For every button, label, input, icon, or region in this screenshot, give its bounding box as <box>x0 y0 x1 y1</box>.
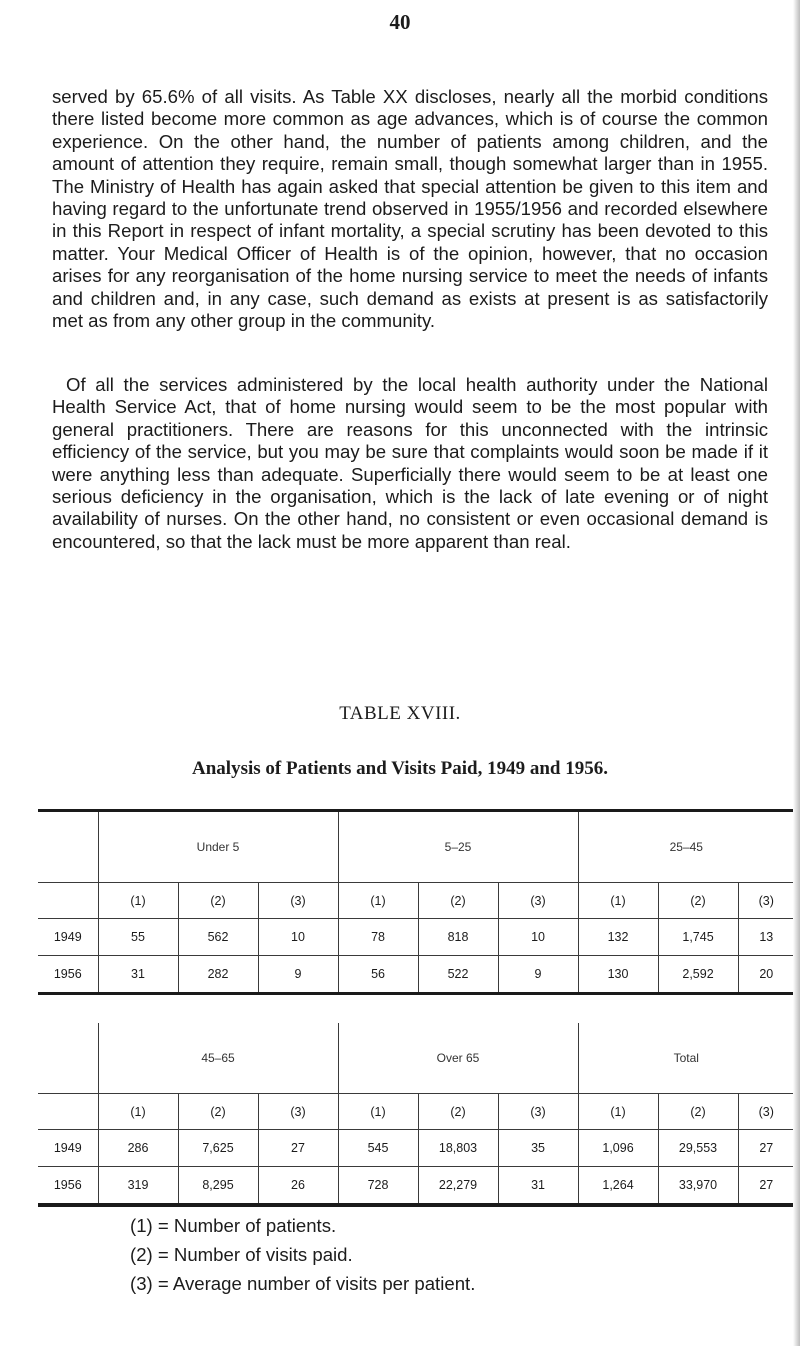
table-cell: 9 <box>258 956 338 994</box>
table-year-cell: 1949 <box>38 1130 98 1167</box>
table-cell: 31 <box>498 1167 578 1206</box>
table-cell: 10 <box>258 919 338 956</box>
table-sub-header: (1) <box>578 1094 658 1130</box>
paragraph-continuation: served by 65.6% of all visits. As Table XX discloses, nearly all the morbid conditions there listed become more common as age advances, which is of course the common experience. On the other hand, the number of patients among children, and the amount of attention they require, remain small, though somewhat larger than in 1955. The Ministry of Health has again asked that special attention be given to this item and having regard to the unfortunate trend observed in 1955/1956 and recorded elsewhere in this Report in respect of infant mortality, a special scrutiny has been devoted to this matter. Your Medical Officer of Health is of the opinion, however, that no occasion arises for any reorganisation of the home nursing service to meet the needs of infants and children and, in any case, such demand as exists at present is as satisfactorily met as from any other group in the community. <box>52 86 768 332</box>
table-sub-header: (2) <box>418 883 498 919</box>
table-row <box>38 919 794 956</box>
table-part-2 <box>38 1023 794 1207</box>
table-year-cell: 1956 <box>38 956 98 994</box>
paragraph-home-nursing: Of all the services administered by the local health authority under the National Health Service Act, that of home nursing would seem to be the most popular with general practitioners. There are reasons for this unconnected with the intrinsic efficiency of the service, but you may be sure that complaints would soon be made if it were anything less than adequate. Superficially there would seem to be at least one serious deficiency in the organisation, which is the lack of late evening or of night availability of nurses. On the other hand, no consistent or even occasional demand is encountered, so that the lack must be more apparent than real. <box>52 374 768 552</box>
table-sub-header: (1) <box>338 883 418 919</box>
table-notes <box>130 1211 475 1298</box>
table-group-header: Total <box>578 1023 794 1094</box>
table-cell: 78 <box>338 919 418 956</box>
table-sub-header-row <box>38 883 794 919</box>
table-cell: 20 <box>738 956 794 994</box>
table-cell: 319 <box>98 1167 178 1206</box>
table-cell: 33,970 <box>658 1167 738 1206</box>
table-cell: 545 <box>338 1130 418 1167</box>
table-cell: 728 <box>338 1167 418 1206</box>
table-note: (3) = Average number of visits per patient. <box>130 1273 476 1294</box>
table-corner-cell <box>38 1023 98 1094</box>
table-row <box>38 1167 794 1206</box>
table-sub-header: (1) <box>338 1094 418 1130</box>
table-cell: 26 <box>258 1167 338 1206</box>
table-part-1 <box>38 809 794 995</box>
table-group-header-row <box>38 811 794 883</box>
table-year-cell: 1949 <box>38 919 98 956</box>
table-sub-header: (1) <box>98 883 178 919</box>
table-cell: 2,592 <box>658 956 738 994</box>
table-sub-header: (3) <box>498 883 578 919</box>
table-cell: 27 <box>258 1130 338 1167</box>
table-cell: 31 <box>98 956 178 994</box>
table-sub-header: (2) <box>178 883 258 919</box>
table-cell: 286 <box>98 1130 178 1167</box>
table-sub-header: (3) <box>738 1094 794 1130</box>
table-sub-header: (2) <box>658 883 738 919</box>
table-group-header: 25–45 <box>578 811 794 883</box>
table-cell: 282 <box>178 956 258 994</box>
table-cell: 8,295 <box>178 1167 258 1206</box>
table-cell: 522 <box>418 956 498 994</box>
table-cell: 27 <box>738 1130 794 1167</box>
table-cell: 7,625 <box>178 1130 258 1167</box>
table-sub-header: (2) <box>418 1094 498 1130</box>
table-cell: 132 <box>578 919 658 956</box>
table-sub-header: (1) <box>98 1094 178 1130</box>
table-corner-cell <box>38 883 98 919</box>
table-group-header-row <box>38 1023 794 1094</box>
table-cell: 9 <box>498 956 578 994</box>
table-row <box>38 1130 794 1167</box>
table-sub-header: (3) <box>258 883 338 919</box>
table-cell: 130 <box>578 956 658 994</box>
table-group-header: Over 65 <box>338 1023 578 1094</box>
table-cell: 1,264 <box>578 1167 658 1206</box>
table-year-cell: 1956 <box>38 1167 98 1206</box>
table-corner-cell <box>38 1094 98 1130</box>
table-cell: 562 <box>178 919 258 956</box>
table-cell: 818 <box>418 919 498 956</box>
table-row <box>38 956 794 994</box>
table-cell: 1,096 <box>578 1130 658 1167</box>
table-cell: 18,803 <box>418 1130 498 1167</box>
table-group-header: 5–25 <box>338 811 578 883</box>
page-edge-shadow <box>793 0 800 1346</box>
table-cell: 22,279 <box>418 1167 498 1206</box>
table-group-header: 45–65 <box>98 1023 338 1094</box>
table-cell: 55 <box>98 919 178 956</box>
table-title: TABLE XVIII. <box>339 703 461 724</box>
table-cell: 1,745 <box>658 919 738 956</box>
table-cell: 27 <box>738 1167 794 1206</box>
table-subtitle: Analysis of Patients and Visits Paid, 1949 and 1956. <box>192 758 608 779</box>
table-note: (1) = Number of patients. <box>130 1215 337 1236</box>
page-number: 40 <box>389 10 411 34</box>
table-sub-header: (2) <box>178 1094 258 1130</box>
table-corner-cell <box>38 811 98 883</box>
table-sub-header: (3) <box>498 1094 578 1130</box>
table-group-header: Under 5 <box>98 811 338 883</box>
table-sub-header: (2) <box>658 1094 738 1130</box>
table-cell: 10 <box>498 919 578 956</box>
table-sub-header: (3) <box>738 883 794 919</box>
table-sub-header: (3) <box>258 1094 338 1130</box>
table-cell: 35 <box>498 1130 578 1167</box>
table-cell: 13 <box>738 919 794 956</box>
table-note: (2) = Number of visits paid. <box>130 1244 353 1265</box>
table-sub-header: (1) <box>578 883 658 919</box>
table-cell: 29,553 <box>658 1130 738 1167</box>
table-sub-header-row <box>38 1094 794 1130</box>
table-cell: 56 <box>338 956 418 994</box>
